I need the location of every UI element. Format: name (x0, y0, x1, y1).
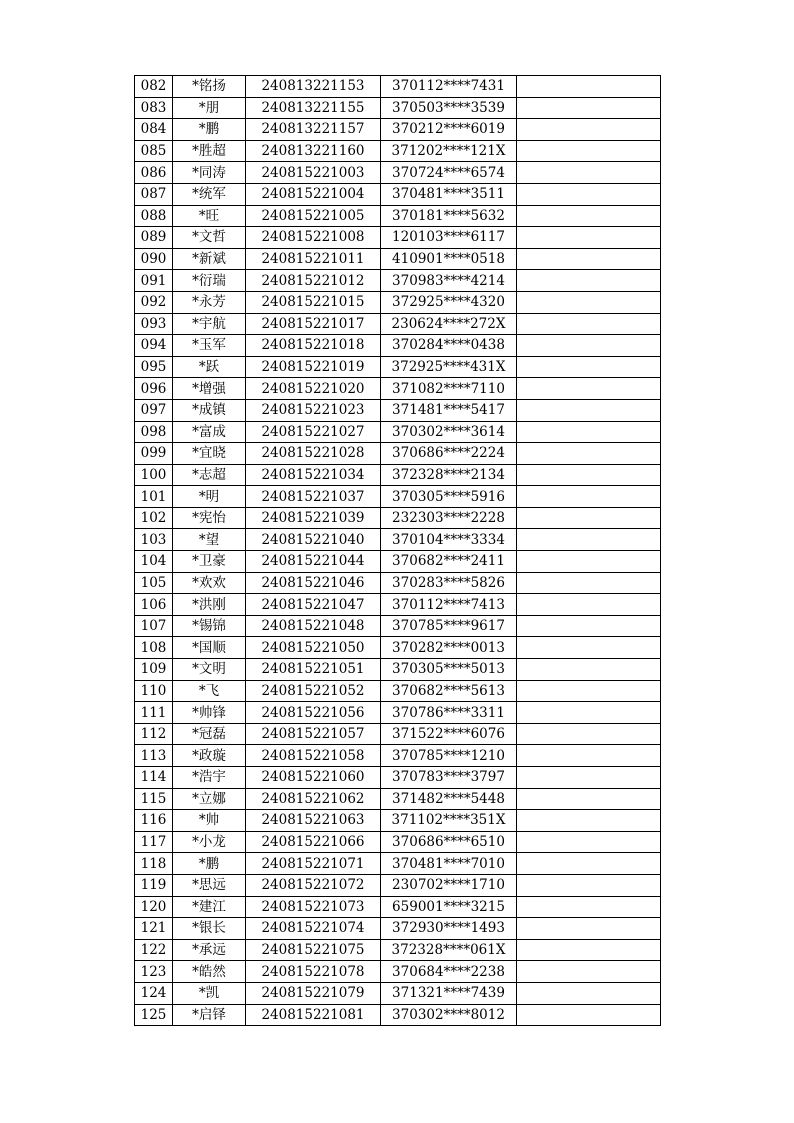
name-cell: *志超 (173, 464, 246, 486)
row-number-cell: 124 (135, 982, 173, 1004)
row-number-cell: 096 (135, 378, 173, 400)
row-number-cell: 092 (135, 291, 173, 313)
table-row (135, 183, 661, 205)
exam-id-cell: 240815221011 (246, 248, 381, 270)
table-row (135, 810, 661, 832)
name-cell: *洪刚 (173, 594, 246, 616)
table-row (135, 918, 661, 940)
exam-id-cell: 240815221072 (246, 874, 381, 896)
exam-id-cell: 240815221046 (246, 572, 381, 594)
note-cell (517, 313, 661, 335)
row-number-cell: 083 (135, 97, 173, 119)
exam-id-cell: 240815221058 (246, 745, 381, 767)
note-cell (517, 810, 661, 832)
id-card-cell: 370481****3511 (381, 183, 517, 205)
id-card-cell: 370503****3539 (381, 97, 517, 119)
exam-id-cell: 240815221066 (246, 831, 381, 853)
name-cell: *文哲 (173, 227, 246, 249)
row-number-cell: 104 (135, 551, 173, 573)
row-number-cell: 087 (135, 183, 173, 205)
exam-id-cell: 240815221060 (246, 767, 381, 789)
row-number-cell: 111 (135, 702, 173, 724)
exam-id-cell: 240815221052 (246, 680, 381, 702)
note-cell (517, 551, 661, 573)
table-row (135, 745, 661, 767)
name-cell: *文明 (173, 659, 246, 681)
note-cell (517, 982, 661, 1004)
id-card-cell: 370181****5632 (381, 205, 517, 227)
exam-id-cell: 240815221028 (246, 443, 381, 465)
table-row (135, 248, 661, 270)
exam-id-cell: 240815221051 (246, 659, 381, 681)
exam-id-cell: 240815221003 (246, 162, 381, 184)
name-cell: *锡锦 (173, 615, 246, 637)
id-card-cell: 370481****7010 (381, 853, 517, 875)
note-cell (517, 291, 661, 313)
row-number-cell: 106 (135, 594, 173, 616)
id-card-cell: 370785****1210 (381, 745, 517, 767)
exam-id-cell: 240815221074 (246, 918, 381, 940)
exam-id-cell: 240815221081 (246, 1004, 381, 1026)
table-row (135, 356, 661, 378)
row-number-cell: 094 (135, 335, 173, 357)
exam-id-cell: 240815221015 (246, 291, 381, 313)
note-cell (517, 399, 661, 421)
name-cell: *富成 (173, 421, 246, 443)
exam-id-cell: 240815221078 (246, 961, 381, 983)
row-number-cell: 097 (135, 399, 173, 421)
exam-id-cell: 240815221040 (246, 529, 381, 551)
exam-id-cell: 240815221037 (246, 486, 381, 508)
name-cell: *小龙 (173, 831, 246, 853)
id-card-cell: 370212****6019 (381, 119, 517, 141)
table-row (135, 378, 661, 400)
note-cell (517, 680, 661, 702)
name-cell: *衍瑞 (173, 270, 246, 292)
id-card-cell: 370724****6574 (381, 162, 517, 184)
name-cell: *望 (173, 529, 246, 551)
exam-id-cell: 240815221079 (246, 982, 381, 1004)
name-cell: *统军 (173, 183, 246, 205)
roster-table-body (135, 76, 661, 1026)
table-row (135, 399, 661, 421)
id-card-cell: 370283****5826 (381, 572, 517, 594)
exam-id-cell: 240815221004 (246, 183, 381, 205)
name-cell: *欢欢 (173, 572, 246, 594)
exam-id-cell: 240815221044 (246, 551, 381, 573)
exam-id-cell: 240813221155 (246, 97, 381, 119)
row-number-cell: 107 (135, 615, 173, 637)
table-row (135, 313, 661, 335)
table-row (135, 507, 661, 529)
table-row (135, 529, 661, 551)
row-number-cell: 090 (135, 248, 173, 270)
note-cell (517, 507, 661, 529)
row-number-cell: 089 (135, 227, 173, 249)
note-cell (517, 939, 661, 961)
name-cell: *同涛 (173, 162, 246, 184)
name-cell: *旺 (173, 205, 246, 227)
note-cell (517, 1004, 661, 1026)
table-row (135, 615, 661, 637)
exam-id-cell: 240815221063 (246, 810, 381, 832)
row-number-cell: 110 (135, 680, 173, 702)
note-cell (517, 831, 661, 853)
id-card-cell: 371202****121X (381, 140, 517, 162)
row-number-cell: 123 (135, 961, 173, 983)
note-cell (517, 97, 661, 119)
exam-id-cell: 240813221160 (246, 140, 381, 162)
row-number-cell: 101 (135, 486, 173, 508)
id-card-cell: 372925****431X (381, 356, 517, 378)
exam-id-cell: 240813221157 (246, 119, 381, 141)
id-card-cell: 230702****1710 (381, 874, 517, 896)
id-card-cell: 370112****7413 (381, 594, 517, 616)
id-card-cell: 370302****3614 (381, 421, 517, 443)
table-row (135, 723, 661, 745)
row-number-cell: 105 (135, 572, 173, 594)
note-cell (517, 183, 661, 205)
id-card-cell: 370783****3797 (381, 767, 517, 789)
table-row (135, 227, 661, 249)
exam-id-cell: 240815221027 (246, 421, 381, 443)
note-cell (517, 529, 661, 551)
exam-id-cell: 240815221005 (246, 205, 381, 227)
row-number-cell: 118 (135, 853, 173, 875)
name-cell: *冠磊 (173, 723, 246, 745)
table-row (135, 680, 661, 702)
row-number-cell: 103 (135, 529, 173, 551)
exam-id-cell: 240815221057 (246, 723, 381, 745)
note-cell (517, 421, 661, 443)
table-row (135, 162, 661, 184)
name-cell: *浩宇 (173, 767, 246, 789)
table-row (135, 788, 661, 810)
note-cell (517, 961, 661, 983)
id-card-cell: 371082****7110 (381, 378, 517, 400)
row-number-cell: 100 (135, 464, 173, 486)
id-card-cell: 372930****1493 (381, 918, 517, 940)
note-cell (517, 248, 661, 270)
row-number-cell: 082 (135, 76, 173, 98)
exam-id-cell: 240815221075 (246, 939, 381, 961)
name-cell: *帅锋 (173, 702, 246, 724)
note-cell (517, 788, 661, 810)
row-number-cell: 091 (135, 270, 173, 292)
id-card-cell: 370785****9617 (381, 615, 517, 637)
table-row (135, 119, 661, 141)
note-cell (517, 162, 661, 184)
note-cell (517, 659, 661, 681)
table-row (135, 76, 661, 98)
row-number-cell: 095 (135, 356, 173, 378)
row-number-cell: 102 (135, 507, 173, 529)
exam-id-cell: 240815221050 (246, 637, 381, 659)
name-cell: *宇航 (173, 313, 246, 335)
id-card-cell: 370104****3334 (381, 529, 517, 551)
row-number-cell: 121 (135, 918, 173, 940)
note-cell (517, 356, 661, 378)
note-cell (517, 702, 661, 724)
name-cell: *成镇 (173, 399, 246, 421)
exam-id-cell: 240815221012 (246, 270, 381, 292)
id-card-cell: 370684****2238 (381, 961, 517, 983)
id-card-cell: 370284****0438 (381, 335, 517, 357)
row-number-cell: 122 (135, 939, 173, 961)
exam-id-cell: 240815221020 (246, 378, 381, 400)
row-number-cell: 119 (135, 874, 173, 896)
name-cell: *国顺 (173, 637, 246, 659)
table-row (135, 335, 661, 357)
exam-id-cell: 240815221008 (246, 227, 381, 249)
name-cell: *凯 (173, 982, 246, 1004)
name-cell: *帅 (173, 810, 246, 832)
exam-id-cell: 240815221047 (246, 594, 381, 616)
exam-id-cell: 240815221071 (246, 853, 381, 875)
id-card-cell: 371102****351X (381, 810, 517, 832)
exam-id-cell: 240815221018 (246, 335, 381, 357)
name-cell: *朋 (173, 97, 246, 119)
table-row (135, 853, 661, 875)
exam-id-cell: 240813221153 (246, 76, 381, 98)
name-cell: *宪怡 (173, 507, 246, 529)
note-cell (517, 140, 661, 162)
row-number-cell: 088 (135, 205, 173, 227)
note-cell (517, 76, 661, 98)
id-card-cell: 370686****2224 (381, 443, 517, 465)
exam-id-cell: 240815221023 (246, 399, 381, 421)
note-cell (517, 119, 661, 141)
note-cell (517, 227, 661, 249)
exam-id-cell: 240815221062 (246, 788, 381, 810)
id-card-cell: 372925****4320 (381, 291, 517, 313)
table-row (135, 486, 661, 508)
name-cell: *鹏 (173, 853, 246, 875)
table-row (135, 874, 661, 896)
note-cell (517, 486, 661, 508)
exam-id-cell: 240815221034 (246, 464, 381, 486)
row-number-cell: 116 (135, 810, 173, 832)
name-cell: *政璇 (173, 745, 246, 767)
table-row (135, 767, 661, 789)
row-number-cell: 108 (135, 637, 173, 659)
id-card-cell: 370305****5013 (381, 659, 517, 681)
id-card-cell: 372328****2134 (381, 464, 517, 486)
id-card-cell: 230624****272X (381, 313, 517, 335)
row-number-cell: 125 (135, 1004, 173, 1026)
note-cell (517, 205, 661, 227)
table-row (135, 896, 661, 918)
id-card-cell: 370686****6510 (381, 831, 517, 853)
id-card-cell: 370282****0013 (381, 637, 517, 659)
table-row (135, 421, 661, 443)
table-row (135, 140, 661, 162)
note-cell (517, 723, 661, 745)
name-cell: *跃 (173, 356, 246, 378)
id-card-cell: 371522****6076 (381, 723, 517, 745)
note-cell (517, 615, 661, 637)
table-row (135, 659, 661, 681)
table-row (135, 702, 661, 724)
name-cell: *永芳 (173, 291, 246, 313)
name-cell: *卫豪 (173, 551, 246, 573)
name-cell: *胜超 (173, 140, 246, 162)
name-cell: *铭扬 (173, 76, 246, 98)
name-cell: *启铎 (173, 1004, 246, 1026)
note-cell (517, 572, 661, 594)
note-cell (517, 464, 661, 486)
row-number-cell: 099 (135, 443, 173, 465)
table-row (135, 572, 661, 594)
table-row (135, 205, 661, 227)
note-cell (517, 335, 661, 357)
id-card-cell: 370682****2411 (381, 551, 517, 573)
id-card-cell: 371321****7439 (381, 982, 517, 1004)
note-cell (517, 378, 661, 400)
row-number-cell: 120 (135, 896, 173, 918)
table-row (135, 961, 661, 983)
exam-id-cell: 240815221017 (246, 313, 381, 335)
id-card-cell: 232303****2228 (381, 507, 517, 529)
id-card-cell: 410901****0518 (381, 248, 517, 270)
name-cell: *皓然 (173, 961, 246, 983)
note-cell (517, 918, 661, 940)
row-number-cell: 086 (135, 162, 173, 184)
table-row (135, 464, 661, 486)
exam-id-cell: 240815221073 (246, 896, 381, 918)
id-card-cell: 120103****6117 (381, 227, 517, 249)
exam-id-cell: 240815221039 (246, 507, 381, 529)
row-number-cell: 117 (135, 831, 173, 853)
table-row (135, 1004, 661, 1026)
note-cell (517, 637, 661, 659)
table-row (135, 594, 661, 616)
table-row (135, 637, 661, 659)
id-card-cell: 371482****5448 (381, 788, 517, 810)
table-row (135, 443, 661, 465)
row-number-cell: 112 (135, 723, 173, 745)
row-number-cell: 093 (135, 313, 173, 335)
name-cell: *宜晓 (173, 443, 246, 465)
id-card-cell: 370305****5916 (381, 486, 517, 508)
note-cell (517, 745, 661, 767)
name-cell: *立娜 (173, 788, 246, 810)
roster-table (134, 75, 661, 1026)
row-number-cell: 113 (135, 745, 173, 767)
table-row (135, 831, 661, 853)
name-cell: *新斌 (173, 248, 246, 270)
note-cell (517, 896, 661, 918)
name-cell: *增强 (173, 378, 246, 400)
name-cell: *银长 (173, 918, 246, 940)
id-card-cell: 370682****5613 (381, 680, 517, 702)
table-row (135, 97, 661, 119)
row-number-cell: 114 (135, 767, 173, 789)
note-cell (517, 594, 661, 616)
name-cell: *思远 (173, 874, 246, 896)
exam-id-cell: 240815221056 (246, 702, 381, 724)
table-row (135, 982, 661, 1004)
name-cell: *鹏 (173, 119, 246, 141)
id-card-cell: 371481****5417 (381, 399, 517, 421)
exam-id-cell: 240815221048 (246, 615, 381, 637)
row-number-cell: 109 (135, 659, 173, 681)
id-card-cell: 372328****061X (381, 939, 517, 961)
note-cell (517, 874, 661, 896)
exam-id-cell: 240815221019 (246, 356, 381, 378)
name-cell: *飞 (173, 680, 246, 702)
table-row (135, 939, 661, 961)
id-card-cell: 370112****7431 (381, 76, 517, 98)
note-cell (517, 270, 661, 292)
row-number-cell: 084 (135, 119, 173, 141)
name-cell: *玉军 (173, 335, 246, 357)
id-card-cell: 370983****4214 (381, 270, 517, 292)
row-number-cell: 115 (135, 788, 173, 810)
id-card-cell: 370302****8012 (381, 1004, 517, 1026)
name-cell: *建江 (173, 896, 246, 918)
table-row (135, 291, 661, 313)
name-cell: *承远 (173, 939, 246, 961)
id-card-cell: 659001****3215 (381, 896, 517, 918)
note-cell (517, 853, 661, 875)
name-cell: *明 (173, 486, 246, 508)
row-number-cell: 098 (135, 421, 173, 443)
table-row (135, 270, 661, 292)
note-cell (517, 767, 661, 789)
id-card-cell: 370786****3311 (381, 702, 517, 724)
row-number-cell: 085 (135, 140, 173, 162)
note-cell (517, 443, 661, 465)
table-row (135, 551, 661, 573)
